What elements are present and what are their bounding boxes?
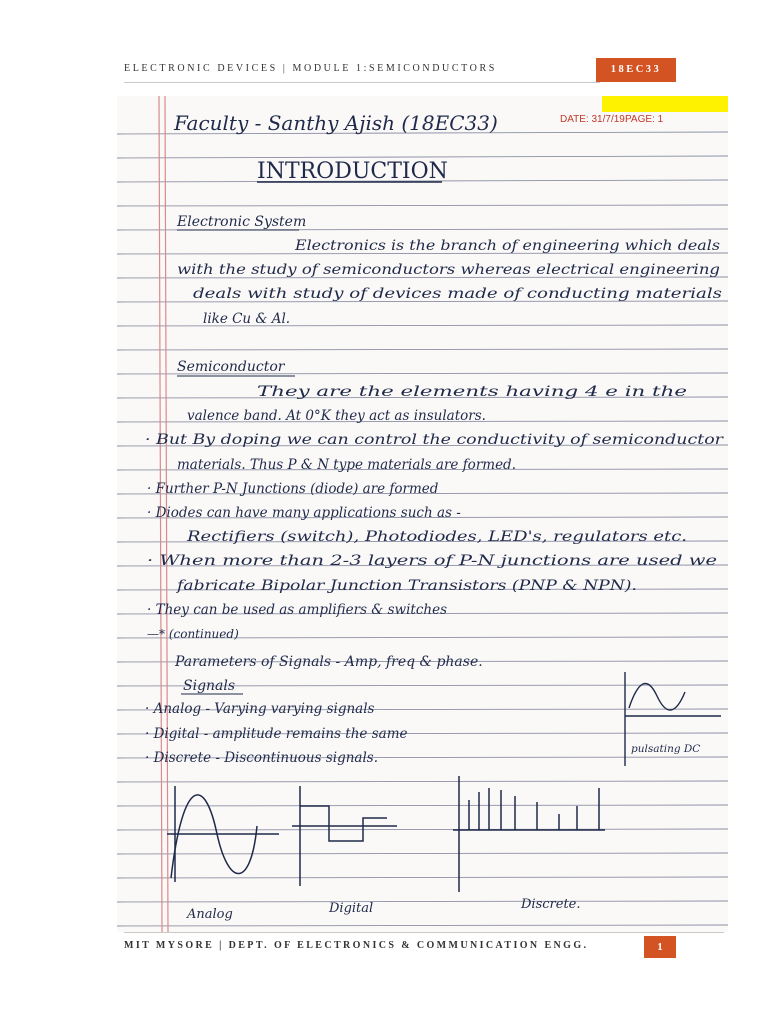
text-line: fabricate Bipolar Junction Transistors (PNP & NPN). [175,578,637,594]
notebook-svg [117,96,728,932]
text-line: like Cu & Al. [203,311,291,327]
highlight-mark [602,96,728,112]
text-line: with the study of semiconductors whereas electrical engineering [177,262,721,278]
footer-title: MIT MYSORE | DEPT. OF ELECTRONICS & COMMUNICATION ENGG. [124,940,589,951]
text-line: Electronics is the branch of engineering which deals [293,238,721,254]
notebook-page-scan [117,96,728,932]
figure-label-analog: Analog [187,907,233,922]
date-label: DATE: 31/7/19. [560,114,628,125]
faculty-line: Faculty - Santhy Ajish (18EC33) [174,111,498,135]
text-line: · When more than 2-3 layers of P-N junctions are used we [147,553,717,569]
text-line: · But By doping we can control the conductivity of semiconductor [145,432,725,448]
signal-line: · Digital - amplitude remains the same [145,726,408,742]
page-footer [124,936,676,958]
page-header [124,58,676,82]
section-title-signals: Signals [183,678,236,694]
section-title-electronic-system: Electronic System [177,214,307,230]
section-title-semiconductor: Semiconductor [177,359,285,375]
header-divider [124,82,600,83]
signal-line: · Discrete - Discontinuous signals. [145,750,379,766]
text-line: · Further P-N Junctions (diode) are formed [147,481,439,497]
parameters-line: Parameters of Signals - Amp, freq & phase. [175,654,483,670]
figure-label-digital: Digital [329,901,374,916]
text-line: deals with study of devices made of conducting materials [193,286,723,302]
page-heading: INTRODUCTION [257,159,448,184]
footer-divider [124,932,724,933]
header-title: ELECTRONIC DEVICES | MODULE 1:SEMICONDUCTORS [124,63,497,74]
text-line: —* (continued) [147,627,239,641]
text-line: · Diodes can have many applications such as - [147,505,461,521]
analog-signal-sketch [167,786,279,882]
text-line: materials. Thus P & N type materials are formed. [177,457,516,473]
page-number-badge: 1 [644,936,676,958]
course-code-badge: 18EC33 [596,58,676,82]
pulsating-dc-label: pulsating DC [631,743,701,755]
text-line: valence band. At 0°K they act as insulators. [187,408,486,424]
discrete-signal-sketch [453,776,605,892]
text-line: They are the elements having 4 e in the [257,384,688,400]
digital-signal-sketch [292,786,397,886]
text-line: · They can be used as amplifiers & switches [147,602,448,618]
signal-line: · Analog - Varying varying signals [145,701,375,717]
figure-label-discrete: Discrete. [521,897,581,912]
text-line: Rectifiers (switch), Photodiodes, LED's, regulators etc. [185,529,688,545]
page-label: PAGE: 1 [625,114,664,125]
